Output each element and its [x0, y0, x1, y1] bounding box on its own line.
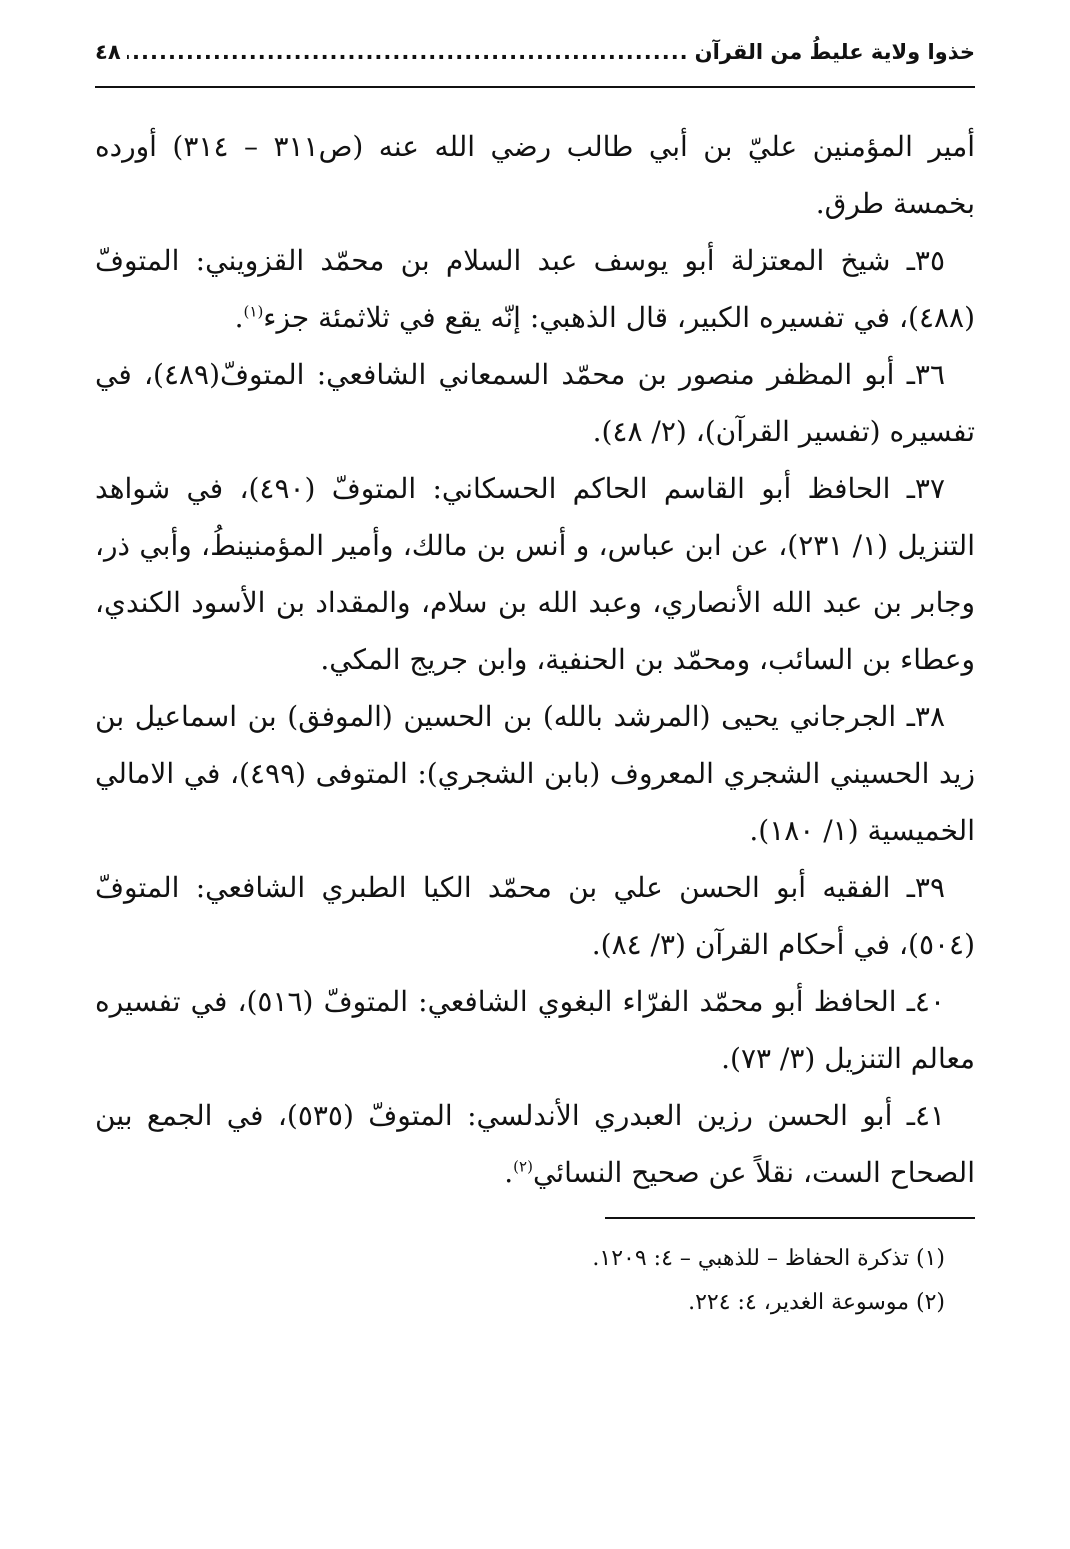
entry-40: ٤٠ـ الحافظ أبو محمّد الفرّاء البغوي الشافعي: المتوفّ (٥١٦)، في تفسيره معالم التنزيل (٣/ ٧٣).	[95, 985, 975, 1075]
footnotes	[95, 1237, 975, 1325]
entry-36: ٣٦ـ أبو المظفر منصور بن محمّد السمعاني الشافعي: المتوفّ(٤٨٩)، في تفسيره (تفسير القرآن)، (٢/ ٤٨).	[95, 358, 975, 448]
entry-38: ٣٨ـ الجرجاني يحيى (المرشد بالله) بن الحسين (الموفق) بن اسماعيل بن زيد الحسيني الشجري المعروف (بابن الشجري): المتوفى (٤٩٩)، في الامالي الخميسية (١/ ١٨٠).	[95, 700, 975, 847]
entry-39: ٣٩ـ الفقيه أبو الحسن علي بن محمّد الكيا الطبري الشافعي: المتوفّ (٥٠٤)، في أحكام القرآن (٣/ ٨٤).	[95, 871, 975, 961]
footnote-1: (١) تذكرة الحفاظ – للذهبي – ٤: ١٢٠٩.	[592, 1246, 945, 1271]
entry-41	[95, 1087, 975, 1201]
paragraph-continuation: أمير المؤمنين عليّ بن أبي طالب رضي الله عنه (ص٣١١ – ٣١٤) أورده بخمسة طرق.	[95, 130, 975, 220]
entry-text: ٣٥ـ شيخ المعتزلة أبو يوسف عبد السلام بن محمّد القزويني: المتوفّ (٤٨٨)، في تفسيره الكبير، قال الذهبي: إنّه يقع في ثلاثمئة جزء	[95, 244, 975, 334]
footnote-2: (٢) موسوعة الغدير، ٤: ٢٢٤.	[688, 1290, 945, 1315]
main-text	[95, 118, 975, 1201]
header-title: خذوا ولاية عليطُ من القرآن	[694, 40, 975, 64]
footnote-divider	[605, 1217, 975, 1219]
entry-text: ٤١ـ أبو الحسن رزين العبدري الأندلسي: المتوفّ (٥٣٥)، في الجمع بين الصحاح الست، نقلاً عن صحيح النسائي	[95, 1099, 975, 1189]
book-page	[95, 40, 975, 1520]
footnote-ref-2[interactable]: (٢)	[513, 1157, 533, 1176]
page-number: ٤٨	[95, 40, 121, 64]
entry-37: ٣٧ـ الحافظ أبو القاسم الحاكم الحسكاني: المتوفّ (٤٩٠)، في شواهد التنزيل (١/ ٢٣١)، عن ابن عباس، و أنس بن مالك، وأمير المؤمنينطُ، وأبي ذر، وجابر بن عبد الله الأنصاري، وعبد الله بن سلام، والمقداد بن الأسود الكندي، وعطاء بن السائب، ومحمّد بن الحنفية، وابن جريج المكي.	[95, 472, 975, 676]
footnote-ref-1[interactable]: (١)	[243, 302, 264, 321]
header-leader-dots	[127, 40, 689, 64]
entry-35	[95, 232, 975, 346]
running-header	[95, 40, 975, 88]
entry-end: .	[234, 301, 244, 334]
entry-end: .	[504, 1156, 514, 1189]
